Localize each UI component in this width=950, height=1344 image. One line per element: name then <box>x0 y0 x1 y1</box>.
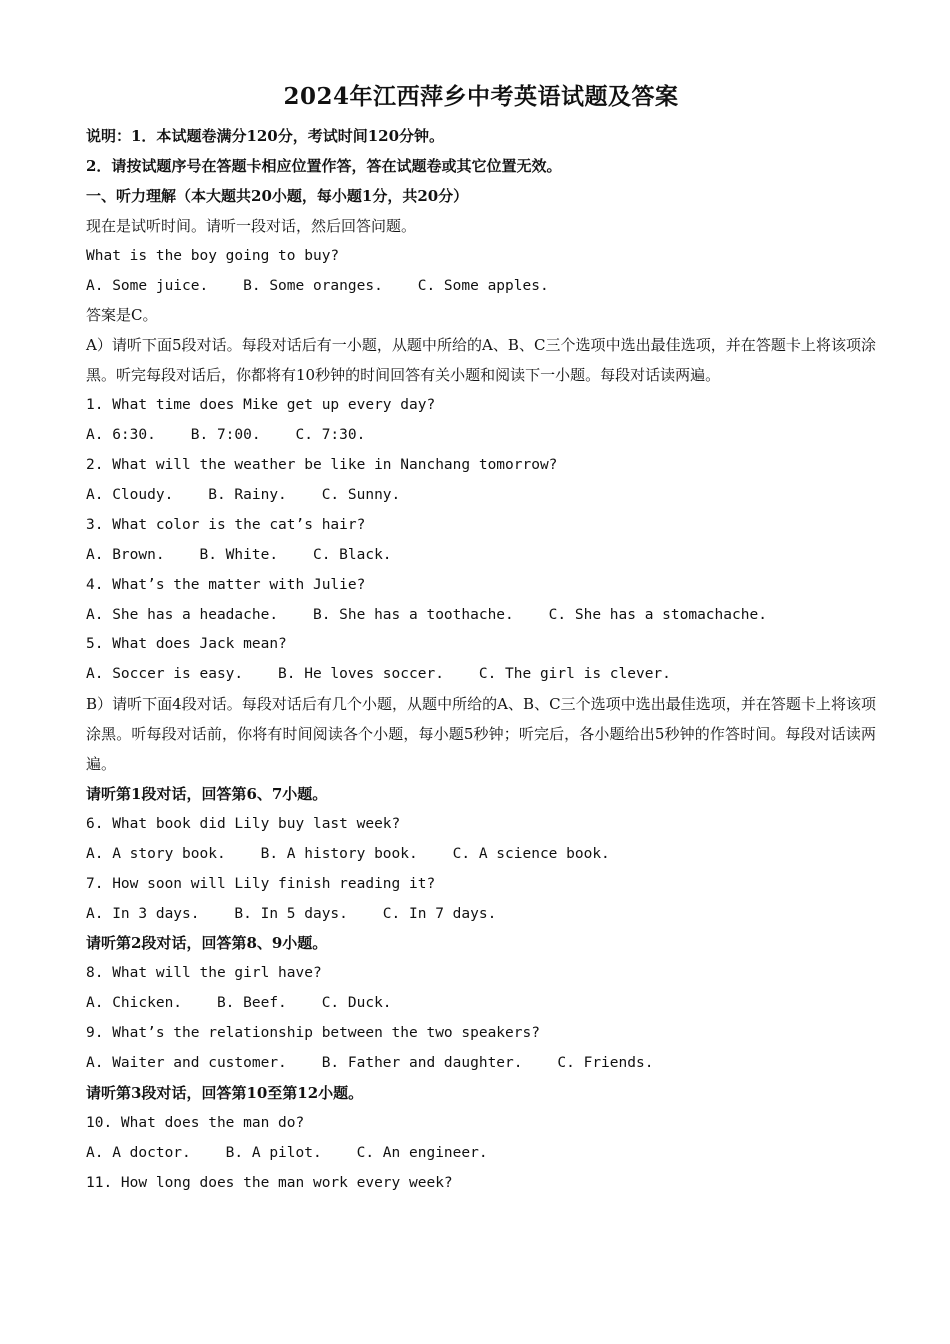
text-line: A. Brown. B. White. C. Black. <box>86 546 392 563</box>
text-line: 1. What time does Mike get up every day? <box>86 397 436 414</box>
section-heading: 请听第1段对话，回答第6、7小题。 <box>86 784 328 803</box>
text-line: 7. How soon will Lily finish reading it? <box>86 875 436 892</box>
text-line: A. Cloudy. B. Rainy. C. Sunny. <box>86 486 401 503</box>
text-line: A. Waiter and customer. B. Father and daughter. C. Friends. <box>86 1055 654 1072</box>
section-heading: 请听第2段对话，回答第8、9小题。 <box>86 934 328 953</box>
text-line: 现在是试听时间。请听一段对话，然后回答问题。 <box>86 216 417 235</box>
text-line: A. She has a headache. B. She has a toothache. C. She has a stomachache. <box>86 606 767 623</box>
section-heading: 请听第3段对话，回答第10至第12小题。 <box>86 1084 364 1102</box>
text-line: 4. What’s the matter with Julie? <box>86 576 366 593</box>
text-line: 8. What will the girl have? <box>86 965 322 982</box>
text-line: 3. What color is the cat’s hair? <box>86 516 366 533</box>
text-line: A. Some juice. B. Some oranges. C. Some apples. <box>86 277 549 294</box>
section-heading: 一、听力理解（本大题共20小题，每小题1分，共20分） <box>86 186 469 205</box>
section-heading: 说明：1．本试题卷满分120分，考试时间120分钟。 <box>86 127 445 145</box>
document-page <box>86 80 876 1199</box>
text-line: 9. What’s the relationship between the two speakers? <box>86 1025 540 1042</box>
text-line: A. Chicken. B. Beef. C. Duck. <box>86 995 392 1012</box>
text-line: What is the boy going to buy? <box>86 247 340 264</box>
text-line: 2. What will the weather be like in Nanchang tomorrow? <box>86 456 558 473</box>
text-line: 6. What book did Lily buy last week? <box>86 815 401 832</box>
text-line: A. In 3 days. B. In 5 days. C. In 7 days. <box>86 905 497 922</box>
text-line: 5. What does Jack mean? <box>86 636 287 653</box>
text-line: 11. How long does the man work every week? <box>86 1174 453 1191</box>
text-line: A. A doctor. B. A pilot. C. An engineer. <box>86 1144 488 1161</box>
text-line: A. A story book. B. A history book. C. A science book. <box>86 845 610 862</box>
text-line: 10. What does the man do? <box>86 1114 305 1131</box>
section-heading: 2．请按试题序号在答题卡相应位置作答，答在试题卷或其它位置无效。 <box>86 156 562 175</box>
instruction-paragraph: B）请听下面4段对话。每段对话后有几个小题，从题中所给的A、B、C三个选项中选出最佳选项，并在答题卡上将该项涂黑。听每段对话前，你将有时间阅读各个小题，每小题5秒钟；听完后，各小题给出5秒钟的作答时间。每段对话读两遍。 <box>86 695 876 774</box>
text-line: 答案是C。 <box>86 306 158 325</box>
text-line: A. Soccer is easy. B. He loves soccer. C. The girl is clever. <box>86 666 671 683</box>
document-title: 2024年江西萍乡中考英语试题及答案 <box>283 83 679 110</box>
text-line: A. 6:30. B. 7:00. C. 7:30. <box>86 427 366 444</box>
document-body <box>86 122 876 1199</box>
instruction-paragraph: A）请听下面5段对话。每段对话后有一小题，从题中所给的A、B、C三个选项中选出最佳选项，并在答题卡上将该项涂黑。听完每段对话后，你都将有10秒钟的时间回答有关小题和阅读下一小题。每段对话读两遍。 <box>86 336 876 385</box>
